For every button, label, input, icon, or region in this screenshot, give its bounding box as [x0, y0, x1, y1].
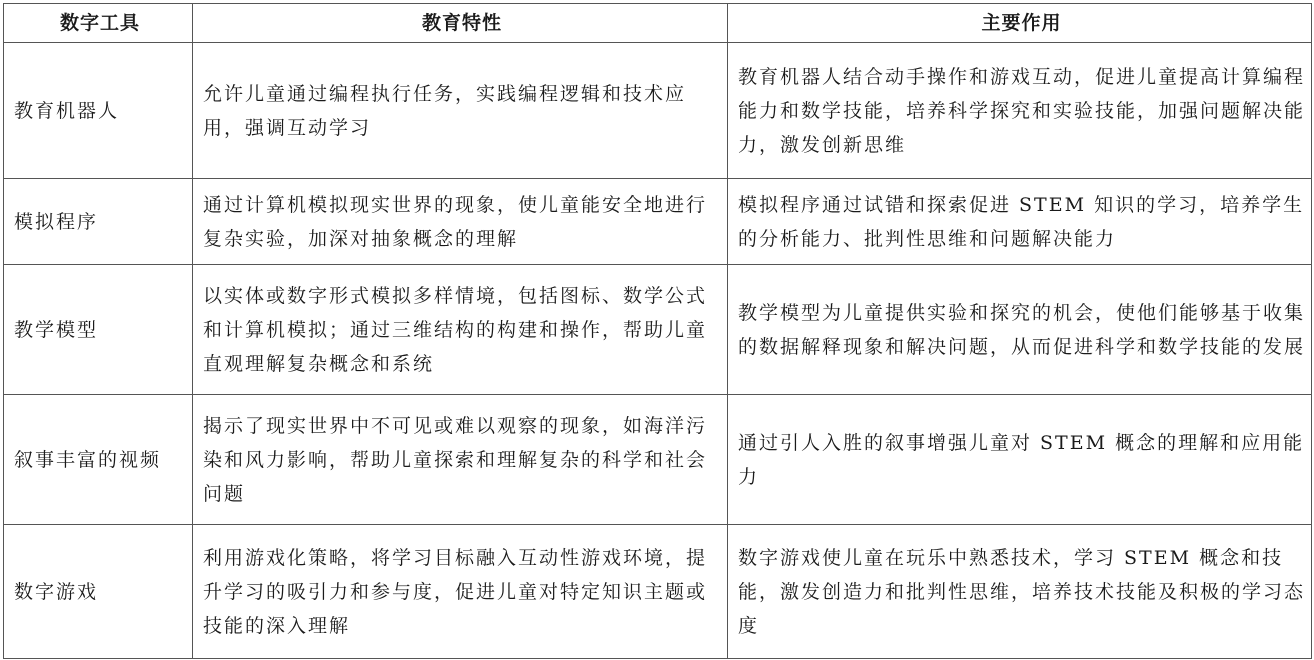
cell-role: 模拟程序通过试错和探索促进 STEM 知识的学习，培养学生的分析能力、批判性思维和问题解决能力 — [728, 179, 1312, 265]
cell-role: 教育机器人结合动手操作和游戏互动，促进儿童提高计算编程能力和数学技能，培养科学探究和实验技能，加强问题解决能力，激发创新思维 — [728, 43, 1312, 179]
table-header-row — [4, 4, 1312, 43]
table-row — [4, 525, 1312, 659]
digital-tools-table — [3, 3, 1312, 659]
table-row — [4, 43, 1312, 179]
cell-role: 通过引人入胜的叙事增强儿童对 STEM 概念的理解和应用能力 — [728, 395, 1312, 525]
cell-role: 教学模型为儿童提供实验和探究的机会，使他们能够基于收集的数据解释现象和解决问题，从而促进科学和数学技能的发展 — [728, 265, 1312, 395]
cell-feature: 利用游戏化策略，将学习目标融入互动性游戏环境，提升学习的吸引力和参与度，促进儿童对特定知识主题或技能的深入理解 — [193, 525, 728, 659]
table-row — [4, 395, 1312, 525]
cell-feature: 允许儿童通过编程执行任务，实践编程逻辑和技术应用，强调互动学习 — [193, 43, 728, 179]
cell-feature: 以实体或数字形式模拟多样情境，包括图标、数学公式和计算机模拟；通过三维结构的构建和操作，帮助儿童直观理解复杂概念和系统 — [193, 265, 728, 395]
cell-feature: 通过计算机模拟现实世界的现象，使儿童能安全地进行复杂实验，加深对抽象概念的理解 — [193, 179, 728, 265]
cell-tool: 教学模型 — [4, 265, 193, 395]
header-feature: 教育特性 — [193, 4, 728, 43]
cell-tool: 模拟程序 — [4, 179, 193, 265]
cell-tool: 教育机器人 — [4, 43, 193, 179]
cell-tool: 叙事丰富的视频 — [4, 395, 193, 525]
cell-tool: 数字游戏 — [4, 525, 193, 659]
table-row — [4, 265, 1312, 395]
table-row — [4, 179, 1312, 265]
cell-role: 数字游戏使儿童在玩乐中熟悉技术，学习 STEM 概念和技能，激发创造力和批判性思维，培养技术技能及积极的学习态度 — [728, 525, 1312, 659]
header-tool: 数字工具 — [4, 4, 193, 43]
cell-feature: 揭示了现实世界中不可见或难以观察的现象，如海洋污染和风力影响，帮助儿童探索和理解复杂的科学和社会问题 — [193, 395, 728, 525]
header-role: 主要作用 — [728, 4, 1312, 43]
